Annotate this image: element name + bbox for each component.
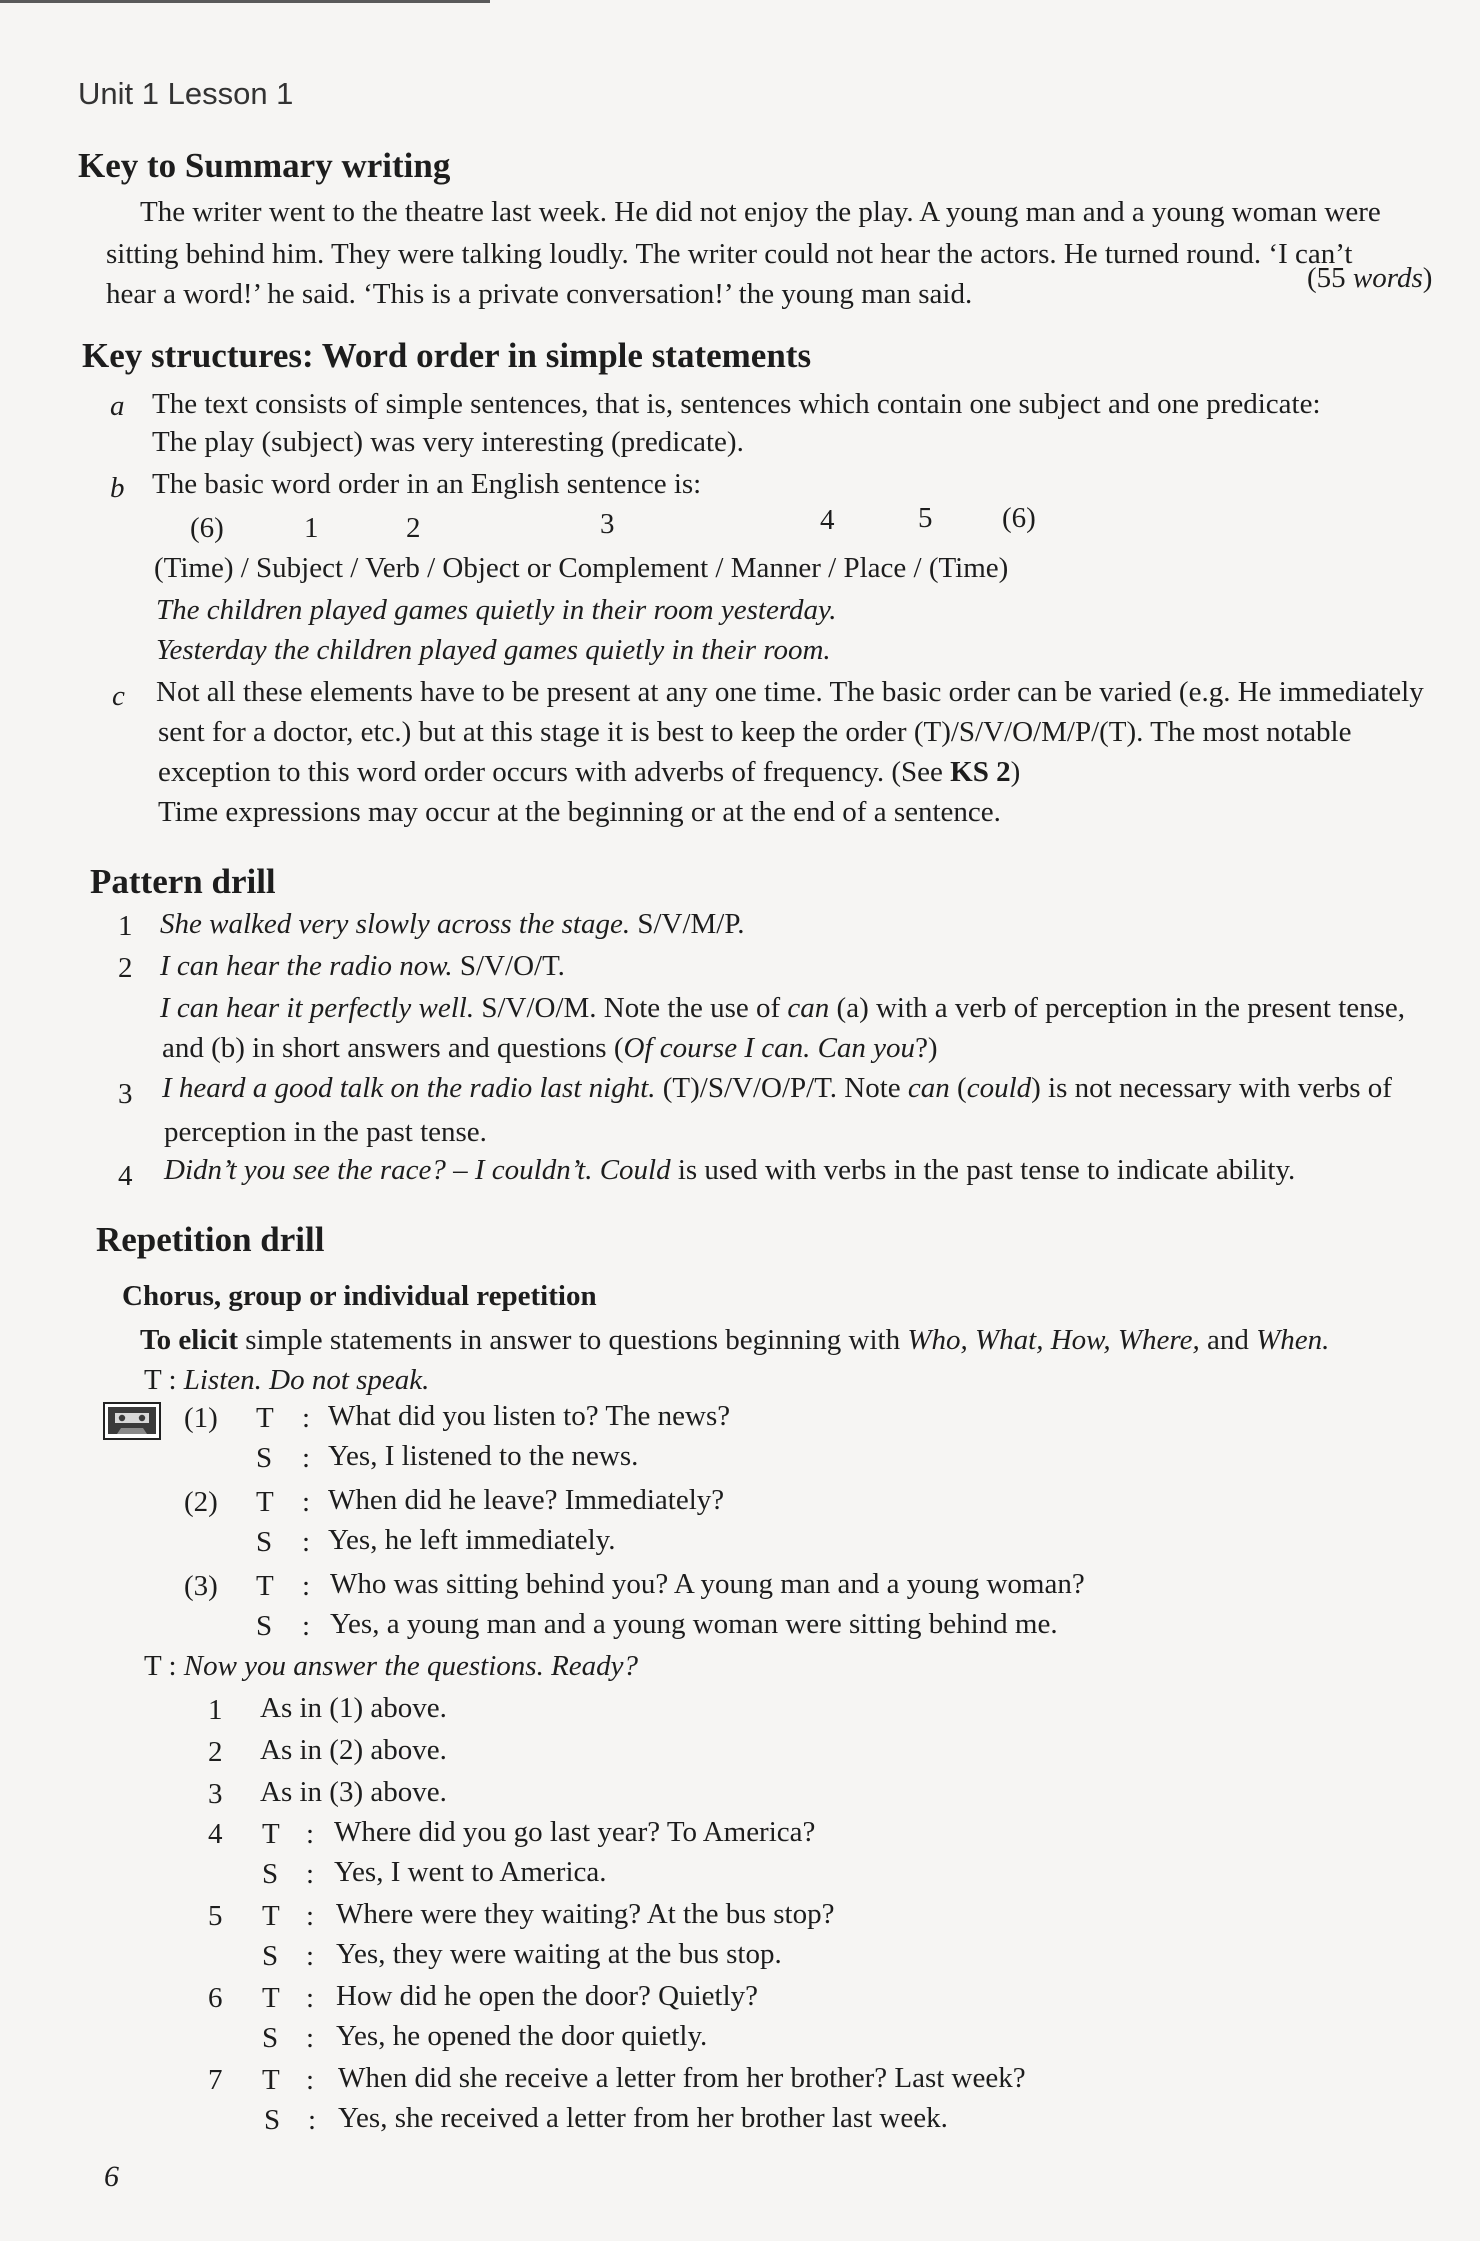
unit-lesson-header: Unit 1 Lesson 1 <box>78 76 294 111</box>
demo-1-s-colon: : <box>302 1442 311 1474</box>
demo-1-s-letter: S <box>256 1442 273 1474</box>
demo-3-question: Who was sitting behind you? A young man and a young woman? <box>330 1568 1085 1600</box>
qa-5-number: 5 <box>208 1900 223 1932</box>
pattern-item-3: I heard a good talk on the radio last night. (T)/S/V/O/P/T. Note can (could) is not necessary with verbs of <box>162 1072 1392 1104</box>
pattern-item-2-line-3: and (b) in short answers and questions (Of course I can. Can you?) <box>162 1032 938 1064</box>
demo-2-number: (2) <box>184 1486 218 1518</box>
key-structures-heading: Key structures: Word order in simple statements <box>82 336 812 375</box>
demo-3-s-colon: : <box>302 1610 311 1642</box>
order-number-6: 5 <box>918 502 933 534</box>
point-b-line-1: The basic word order in an English sentence is: <box>152 468 702 500</box>
pattern-item-1-number: 1 <box>118 910 133 942</box>
order-number-3: 2 <box>406 512 421 544</box>
order-number-7: (6) <box>1002 502 1036 534</box>
qa-4-answer: Yes, I went to America. <box>334 1856 607 1888</box>
repetition-subheading: Chorus, group or individual repetition <box>122 1280 597 1312</box>
as-in-2-text: As in (2) above. <box>260 1734 447 1766</box>
demo-1-number: (1) <box>184 1402 218 1434</box>
qa-4-t-colon: : <box>306 1818 315 1850</box>
demo-1-answer: Yes, I listened to the news. <box>328 1440 639 1472</box>
qa-6-t-letter: T <box>262 1982 280 2014</box>
point-b-label: b <box>110 472 125 504</box>
point-c-label: c <box>112 680 125 712</box>
point-a-label: a <box>110 390 125 422</box>
teacher-ready-line: T : Now you answer the questions. Ready? <box>144 1650 639 1682</box>
qa-5-s-letter: S <box>262 1940 279 1972</box>
as-in-1-number: 1 <box>208 1694 223 1726</box>
summary-line-3: hear a word!’ he said. ‘This is a private conversation!’ the young man said. <box>106 278 973 310</box>
pattern-drill-heading: Pattern drill <box>90 862 276 901</box>
as-in-1-text: As in (1) above. <box>260 1692 447 1724</box>
qa-4-t-letter: T <box>262 1818 280 1850</box>
pattern-item-3-number: 3 <box>118 1078 133 1110</box>
qa-7-s-colon: : <box>308 2104 317 2136</box>
pattern-item-1: She walked very slowly across the stage. S/V/M/P. <box>160 908 745 940</box>
point-c-line-2: sent for a doctor, etc.) but at this stage it is best to keep the order (T)/S/V/O/M/P/(T). The most notable <box>158 716 1352 748</box>
demo-3-t-colon: : <box>302 1570 311 1602</box>
qa-4-s-letter: S <box>262 1858 279 1890</box>
point-c-line-3: exception to this word order occurs with adverbs of frequency. (See KS 2) <box>158 756 1021 788</box>
point-a-line-2: The play (subject) was very interesting (predicate). <box>152 426 744 458</box>
qa-6-answer: Yes, he opened the door quietly. <box>336 2020 708 2052</box>
pattern-item-2: I can hear the radio now. S/V/O/T. <box>160 950 565 982</box>
qa-5-answer: Yes, they were waiting at the bus stop. <box>336 1938 782 1970</box>
as-in-2-number: 2 <box>208 1736 223 1768</box>
qa-4-question: Where did you go last year? To America? <box>334 1816 816 1848</box>
summary-heading: Key to Summary writing <box>78 146 451 185</box>
qa-5-question: Where were they waiting? At the bus stop? <box>336 1898 835 1930</box>
qa-7-t-colon: : <box>306 2064 315 2096</box>
pattern-item-3-line-2: perception in the past tense. <box>164 1116 487 1148</box>
demo-2-t-letter: T <box>256 1486 274 1518</box>
point-c-line-4: Time expressions may occur at the beginning or at the end of a sentence. <box>158 796 1001 828</box>
qa-5-t-colon: : <box>306 1900 315 1932</box>
teacher-listen-line: T : Listen. Do not speak. <box>144 1364 430 1396</box>
order-number-4: 3 <box>600 508 615 540</box>
demo-3-answer: Yes, a young man and a young woman were sitting behind me. <box>330 1608 1058 1640</box>
pattern-item-4: Didn’t you see the race? – I couldn’t. Could is used with verbs in the past tense to indicate ability. <box>164 1154 1296 1186</box>
demo-3-s-letter: S <box>256 1610 273 1642</box>
qa-7-t-letter: T <box>262 2064 280 2096</box>
pattern-item-2-line-2: I can hear it perfectly well. S/V/O/M. Note the use of can (a) with a verb of perception in the present tense, <box>160 992 1406 1024</box>
demo-3-t-letter: T <box>256 1570 274 1602</box>
word-count: (55 words) <box>1307 262 1433 294</box>
pattern-item-4-number: 4 <box>118 1160 133 1192</box>
qa-6-s-colon: : <box>306 2022 315 2054</box>
point-c-line-1: Not all these elements have to be present at any one time. The basic order can be varied (e.g. He immediately <box>156 676 1424 708</box>
qa-6-question: How did he open the door? Quietly? <box>336 1980 759 2012</box>
demo-2-s-letter: S <box>256 1526 273 1558</box>
qa-7-number: 7 <box>208 2064 223 2096</box>
demo-2-question: When did he leave? Immediately? <box>328 1484 725 1516</box>
demo-2-t-colon: : <box>302 1486 311 1518</box>
summary-line-2: sitting behind him. They were talking loudly. The writer could not hear the actors. He turned round. ‘I can’t <box>106 238 1353 270</box>
demo-3-number: (3) <box>184 1570 218 1602</box>
order-number-2: 1 <box>304 512 319 544</box>
demo-2-s-colon: : <box>302 1526 311 1558</box>
qa-7-question: When did she receive a letter from her brother? Last week? <box>338 2062 1026 2094</box>
example-sentence-2: Yesterday the children played games quietly in their room. <box>156 634 831 666</box>
summary-line-1: The writer went to the theatre last week. He did not enjoy the play. A young man and a young woman were <box>140 196 1381 228</box>
order-number-5: 4 <box>820 504 835 536</box>
qa-6-number: 6 <box>208 1982 223 2014</box>
qa-5-s-colon: : <box>306 1940 315 1972</box>
order-number-1: (6) <box>190 512 224 544</box>
qa-7-answer: Yes, she received a letter from her brother last week. <box>338 2102 948 2134</box>
qa-7-s-letter: S <box>264 2104 281 2136</box>
qa-5-t-letter: T <box>262 1900 280 1932</box>
as-in-3-number: 3 <box>208 1778 223 1810</box>
cassette-tape-icon <box>103 1402 161 1440</box>
qa-4-s-colon: : <box>306 1858 315 1890</box>
elicit-instruction: To elicit simple statements in answer to questions beginning with Who, What, How, Where, and When. <box>140 1324 1330 1356</box>
demo-1-question: What did you listen to? The news? <box>328 1400 731 1432</box>
pattern-item-2-number: 2 <box>118 952 133 984</box>
demo-1-t-letter: T <box>256 1402 274 1434</box>
repetition-drill-heading: Repetition drill <box>96 1220 325 1259</box>
point-a-line-1: The text consists of simple sentences, that is, sentences which contain one subject and one predicate: <box>152 388 1321 420</box>
word-order-line: (Time) / Subject / Verb / Object or Complement / Manner / Place / (Time) <box>154 552 1009 584</box>
as-in-3-text: As in (3) above. <box>260 1776 447 1808</box>
qa-4-number: 4 <box>208 1818 223 1850</box>
qa-6-s-letter: S <box>262 2022 279 2054</box>
qa-6-t-colon: : <box>306 1982 315 2014</box>
example-sentence-1: The children played games quietly in their room yesterday. <box>156 594 837 626</box>
demo-1-t-colon: : <box>302 1402 311 1434</box>
page-number: 6 <box>104 2160 119 2193</box>
demo-2-answer: Yes, he left immediately. <box>328 1524 616 1556</box>
